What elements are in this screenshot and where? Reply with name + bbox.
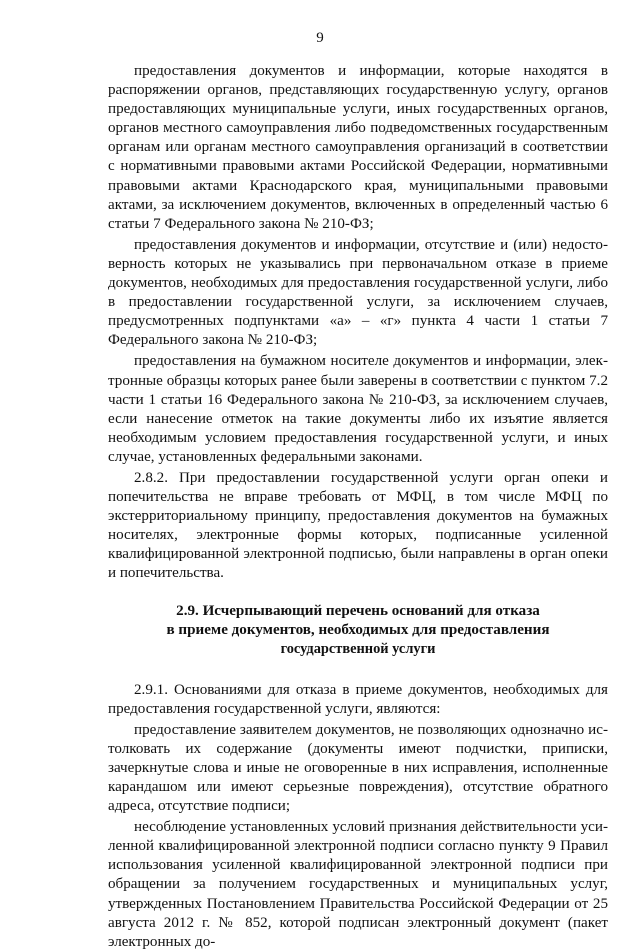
paragraph: 2.9.1. Основаниями для отказа в приеме документов, необходимых для предоставления государственной услуги, являются: [108,681,608,717]
paragraph: предоставления документов и информации, отсутствие и (или) недостоверность которых не указывались при первоначальном отказе в приеме документов, необходимых для предоставления государственной услуги, либо в предоставлении государственной услуги, за исключением случаев, предусмотренных подпунктами «а» – «г» пункта 4 части 1 статьи 7 Федерального закона № 210-ФЗ; [108,236,608,349]
paragraph: несоблюдение установленных условий признания действительности усиленной квалифицированной электронной подписи согласно пункту 9 Правил использования усиленной квалифицированной электронной подписи при обращении за получением государственных и муниципальных услуг, утвержденных Постановлением Правительства Российской Федерации от 25 августа 2012 г. № 852, которой подписан электронный документ (пакет электронных до- [108,819,608,950]
section-heading-line: государственной услуги [280,640,436,657]
paragraph: предоставления документов и информации, которые находятся в распоряжении органов, представляющих государственную услугу, органов предоставляющих муниципальные услуги, иных государственных органов, органов местного самоуправления либо подведомственных государственным органам или органам местного самоуправления организаций в соответствии с нормативными правовыми актами Российской Федерации, нормативными правовыми актами Краснодарского края, муниципальными правовыми актами, за исключением документов, включенных в определенный частью 6 статьи 7 Федерального закона № 210-ФЗ; [108,63,608,232]
paragraph: предоставления на бумажном носителе документов и информации, электронные образцы которых ранее были заверены в соответствии с пунктом 7.2 части 1 статьи 16 Федерального закона № 210-ФЗ, за исключением случаев, если нанесение отметок на такие документы либо их изъятие является необходимым условием предоставления государственной услуги, и иных случае, установленных федеральными законами. [108,353,608,465]
section-heading-line: в приеме документов, необходимых для предоставления [166,621,550,638]
paragraph: предоставление заявителем документов, не позволяющих однозначно истолковать их содержание (документы имеют подчистки, приписки, зачеркнутые слова и иные не оговоренные в них исправления, исполненные карандашом или имеют серьезные повреждения), отсутствие обратного адреса, отсутствие подписи; [108,721,608,815]
paragraph: 2.8.2. При предоставлении государственной услуги орган опеки и попечительства не вправе требовать от МФЦ, в том числе МФЦ по экстерриториальному принципу, предоставления документов на бумажных носителях, электронные формы которых, подписанные усиленной квалифицированной электронной подписью, были направлены в орган опеки и попечительства. [108,469,608,582]
section-heading-line: 2.9. Исчерпывающий перечень оснований для отказа [176,602,540,619]
page-number: 9 [316,30,324,46]
document-body [108,62,608,952]
section-heading [108,602,608,659]
